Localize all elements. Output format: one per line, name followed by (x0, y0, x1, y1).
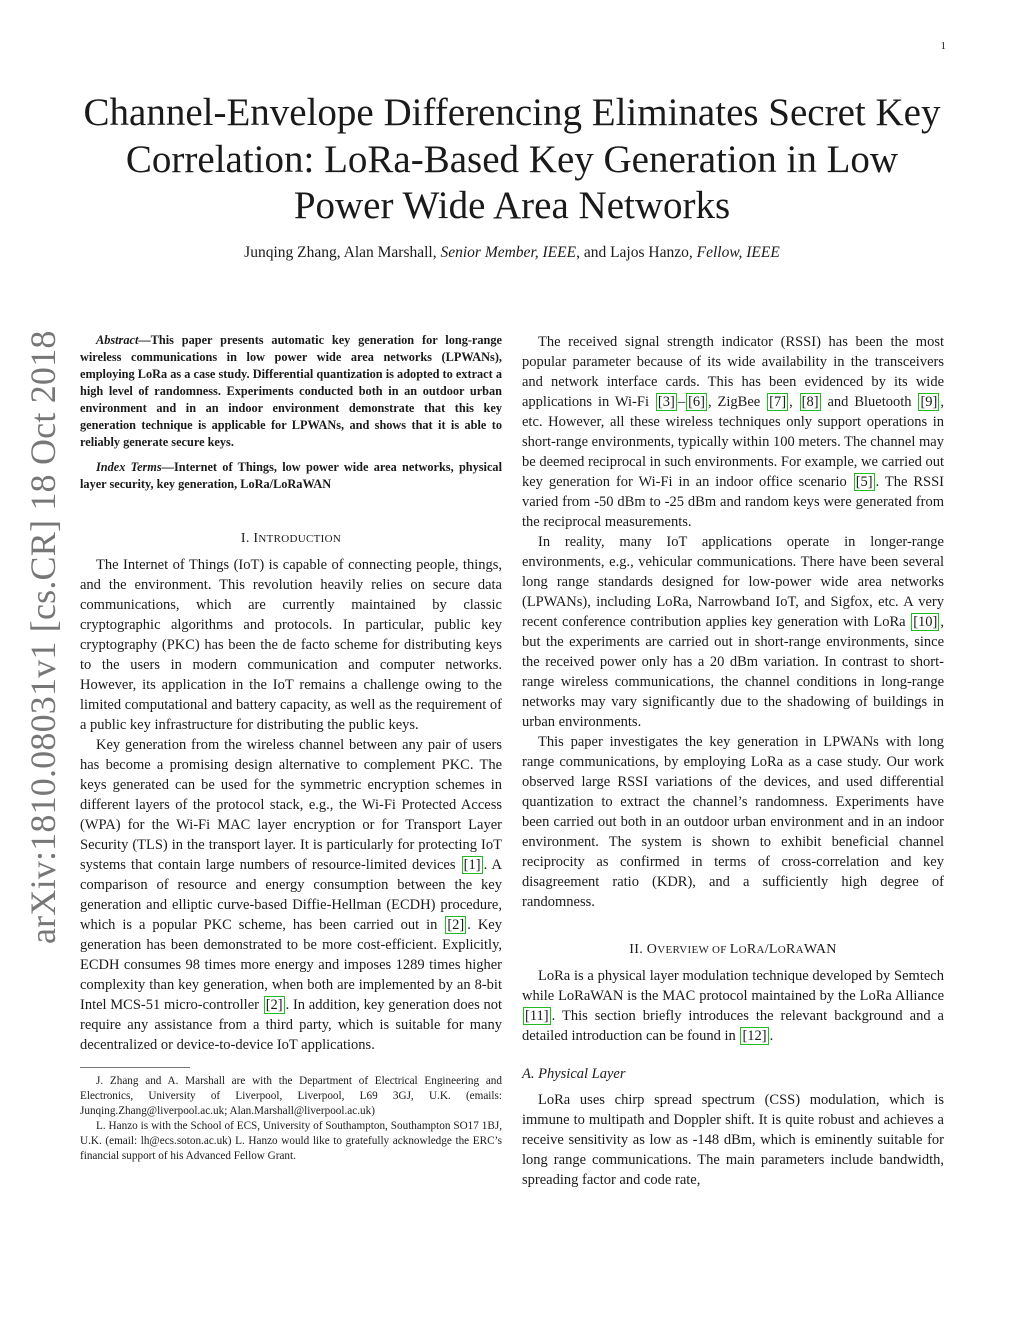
rp1-text-a: The received signal strength indicator (RSSI) has been the most popular parameter because of its wide availability in the transceivers and network interface cards. This has been evidenced by its wide applications in Wi-Fi (522, 334, 944, 410)
section-heading-introduction (80, 529, 502, 549)
rp1-text-b: , ZigBee (708, 394, 767, 410)
intro-paragraph-2 (80, 735, 502, 1055)
rp2-text-a: In reality, many IoT applications operate in longer-range environments, e.g., vehicular communications. There have been several long range standards designed for low-power wide area networks (LPWANs), including LoRa, Narrowband IoT, and Sigfox, etc. A very recent conference contribution applies key generation with LoRa (522, 534, 944, 630)
rp1-dash: – (677, 394, 686, 410)
authors-part-1: Junqing Zhang, Alan Marshall, (244, 243, 441, 261)
s2-a1: A (756, 944, 765, 956)
page-number: 1 (940, 40, 946, 52)
s2-num: II. (629, 942, 647, 957)
intro-p2-text-c: . Key generation has been demonstrated to be more cost-efficient. Explicitly, ECDH consumes 98 times more energy and imposes 1289 times higher complexity than key generation, when both are implemented by an 8-bit Intel MCS-51 micro-controller (80, 917, 502, 1013)
intro-paragraph-1: The Internet of Things (IoT) is capable of connecting people, things, and the environment. This revolution heavily relies on secure data communications, which are currently maintained by classic cryptographic algorithms and protocols. In particular, public key cryptography (PKC) has been the de facto scheme for distributing keys to the users in modern communication and computer networks. However, its application in the IoT remains a challenge owing to the limited computational and battery capacity, as well as the requirement of a public key infrastructure for distributing the public keys. (80, 557, 502, 733)
citation-link[interactable]: [10] (913, 614, 938, 630)
subsection-heading-physical-layer: A. Physical Layer (522, 1066, 626, 1082)
rp1-text-c: , (789, 394, 799, 410)
arxiv-stamp: arXiv:1810.08031v1 [cs.CR] 18 Oct 2018 (23, 330, 63, 944)
section-rest: NTRODUCTION (258, 533, 342, 545)
citation-link[interactable]: [5] (855, 474, 873, 490)
citation-link[interactable]: [9] (920, 394, 938, 410)
right-paragraph-3: This paper investigates the key generation in LPWANs with long range communications, by employing LoRa as a case study. Our work observed large RSSI variations of the devices, and used differential quantization to extract the channel’s randomness. Experiments have been carried out both in an outdoor urban environment and in an indoor environment. The system is shown to exhibit beneficial channel reciprocity as confirmed in terms of cross-correlation and key disagreement ratio (KDR), and a sufficiently high degree of randomness. (522, 734, 944, 910)
s2-o1: O (738, 944, 747, 956)
right-paragraph-2 (522, 532, 944, 732)
rp1-text-d: and Bluetooth (821, 394, 918, 410)
s2-r2: R (786, 942, 796, 957)
intro-p2-text-b: . A comparison of resource and energy consumption between the key generation and elliptic curve-based Diffie-Hellman (ECDH) procedure, which is a popular PKC scheme, has been carried out in (80, 857, 502, 933)
s2-slash: / (764, 942, 769, 957)
section-heading-overview (522, 940, 944, 960)
right-paragraph-4 (522, 966, 944, 1046)
rp4-text-b: . This section briefly introduces the relevant background and a detailed introduction can be found in (522, 1008, 944, 1044)
footnote-affiliation-2: L. Hanzo is with the School of ECS, University of Southampton, Southampton SO17 1BJ, U.K. (email: lh@ecs.soton.ac.uk) L. Hanzo would like to gratefully acknowledge the ERC’s financial support of his Advanced Fellow Grant. (80, 1120, 502, 1162)
intro-p2-text-a: Key generation from the wireless channel between any pair of users has become a promising design alternative to complement PKC. The keys generated can be used for the symmetric encryption schemes in different layers of the protocol stack, e.g., the Wi-Fi Protected Access (WPA) for the Wi-Fi MAC layer encryption or for Transport Layer Security (TLS) in the transport layer. It is particularly for protecting IoT systems that contain large numbers of resource-limited devices (80, 737, 502, 873)
citation-link[interactable]: [7] (769, 394, 787, 410)
s2-o2: O (777, 944, 787, 956)
author-role-1: Senior Member, IEEE (440, 243, 577, 261)
citation-link[interactable]: [2] (265, 997, 283, 1013)
rp1-text-e: , etc. However, all these wireless techniques only support operations in short-range environments, typically within 100 meters. The channel may be deemed reciprocal in such environments. For example, we carried out key generation for Wi-Fi in an indoor office scenario (522, 394, 944, 490)
rp2-text-b: , but the experiments are carried out in short-range environments, since the received power only has a 20 dBm variation. In contrast to short-range wireless communications, the channel conditions in long-range networks may vary significantly due to the shadowing of buildings in urban environments. (522, 614, 944, 730)
rp1-text-f: . The RSSI varied from -50 dBm to -25 dBm and random keys were generated from the reciprocal measurements. (522, 474, 944, 530)
index-terms-label: Index Terms (96, 460, 162, 474)
abstract (80, 332, 502, 451)
right-paragraph-1 (522, 332, 944, 532)
s2-l1: L (729, 942, 739, 957)
authors-part-2: , and Lajos Hanzo, (576, 243, 697, 261)
author-line (80, 244, 944, 262)
section-first-letter: I (253, 531, 259, 546)
citation-link[interactable]: [2] (447, 917, 465, 933)
s2-wan: WAN (803, 942, 837, 957)
citation-link[interactable]: [11] (525, 1008, 549, 1024)
footnote-divider (80, 1067, 190, 1068)
index-terms (80, 459, 502, 493)
citation-link[interactable]: [1] (463, 857, 481, 873)
s2-a2: A (795, 944, 804, 956)
abstract-text: —This paper presents automatic key generation for long-range wireless communications in low power wide area networks (LPWANs), employing LoRa as a case study. Differential quantization is adopted to extract a high level of randomness. Experiments conducted both in an outdoor urban environment and in an indoor environment demonstrate that this key generation technique is applicable for LPWANs, and shows that it is able to reliably generate secure keys. (80, 333, 502, 449)
citation-link[interactable]: [8] (801, 394, 819, 410)
right-paragraph-5: LoRa uses chirp spread spectrum (CSS) modulation, which is immune to multipath and Doppler shift. It is quite robust and achieves a receive sensitivity as low as -148 dBm, which is eminently suitable for long range communications. The main parameters include bandwidth, spreading factor and code rate, (522, 1092, 944, 1188)
footnote-affiliation-1: J. Zhang and A. Marshall are with the Department of Electrical Engineering and Electronics, University of Liverpool, Liverpool, L69 3GJ, U.K. (emails: Junqing.Zhang@liverpool.ac.uk; Alan.Marshall@liverpool.ac.uk) (80, 1075, 502, 1117)
title-block (80, 90, 944, 262)
abstract-label: Abstract (96, 333, 139, 347)
left-column (80, 332, 502, 1164)
intro-p2-text-d: . In addition, key generation does not require any assistance from a third party, which is suitable for many decentralized or device-to-device IoT applications. (80, 997, 503, 1053)
section-number: I. (240, 531, 254, 546)
rp4-text-a: LoRa is a physical layer modulation technique developed by Semtech while LoRaWAN is the MAC protocol maintained by the LoRa Alliance (522, 968, 944, 1004)
citation-link[interactable]: [12] (742, 1028, 767, 1044)
s2-o: O (646, 942, 658, 957)
index-terms-text: —Internet of Things, low power wide area networks, physical layer security, key generation, LoRa/LoRaWAN (80, 460, 502, 491)
rp4-text-c: . (769, 1028, 774, 1044)
right-column (522, 332, 944, 1190)
citation-link[interactable]: [6] (688, 394, 705, 410)
citation-link[interactable]: [3] (657, 394, 675, 410)
s2-r1: R (746, 942, 757, 957)
paper-title: Channel-Envelope Differencing Eliminates Secret Key Correlation: LoRa-Based Key Generation in Low Power Wide Area Networks (83, 91, 941, 227)
s2-verview: VERVIEW OF (657, 944, 730, 956)
s2-l2: L (768, 942, 778, 957)
author-role-2: Fellow, IEEE (696, 243, 780, 261)
